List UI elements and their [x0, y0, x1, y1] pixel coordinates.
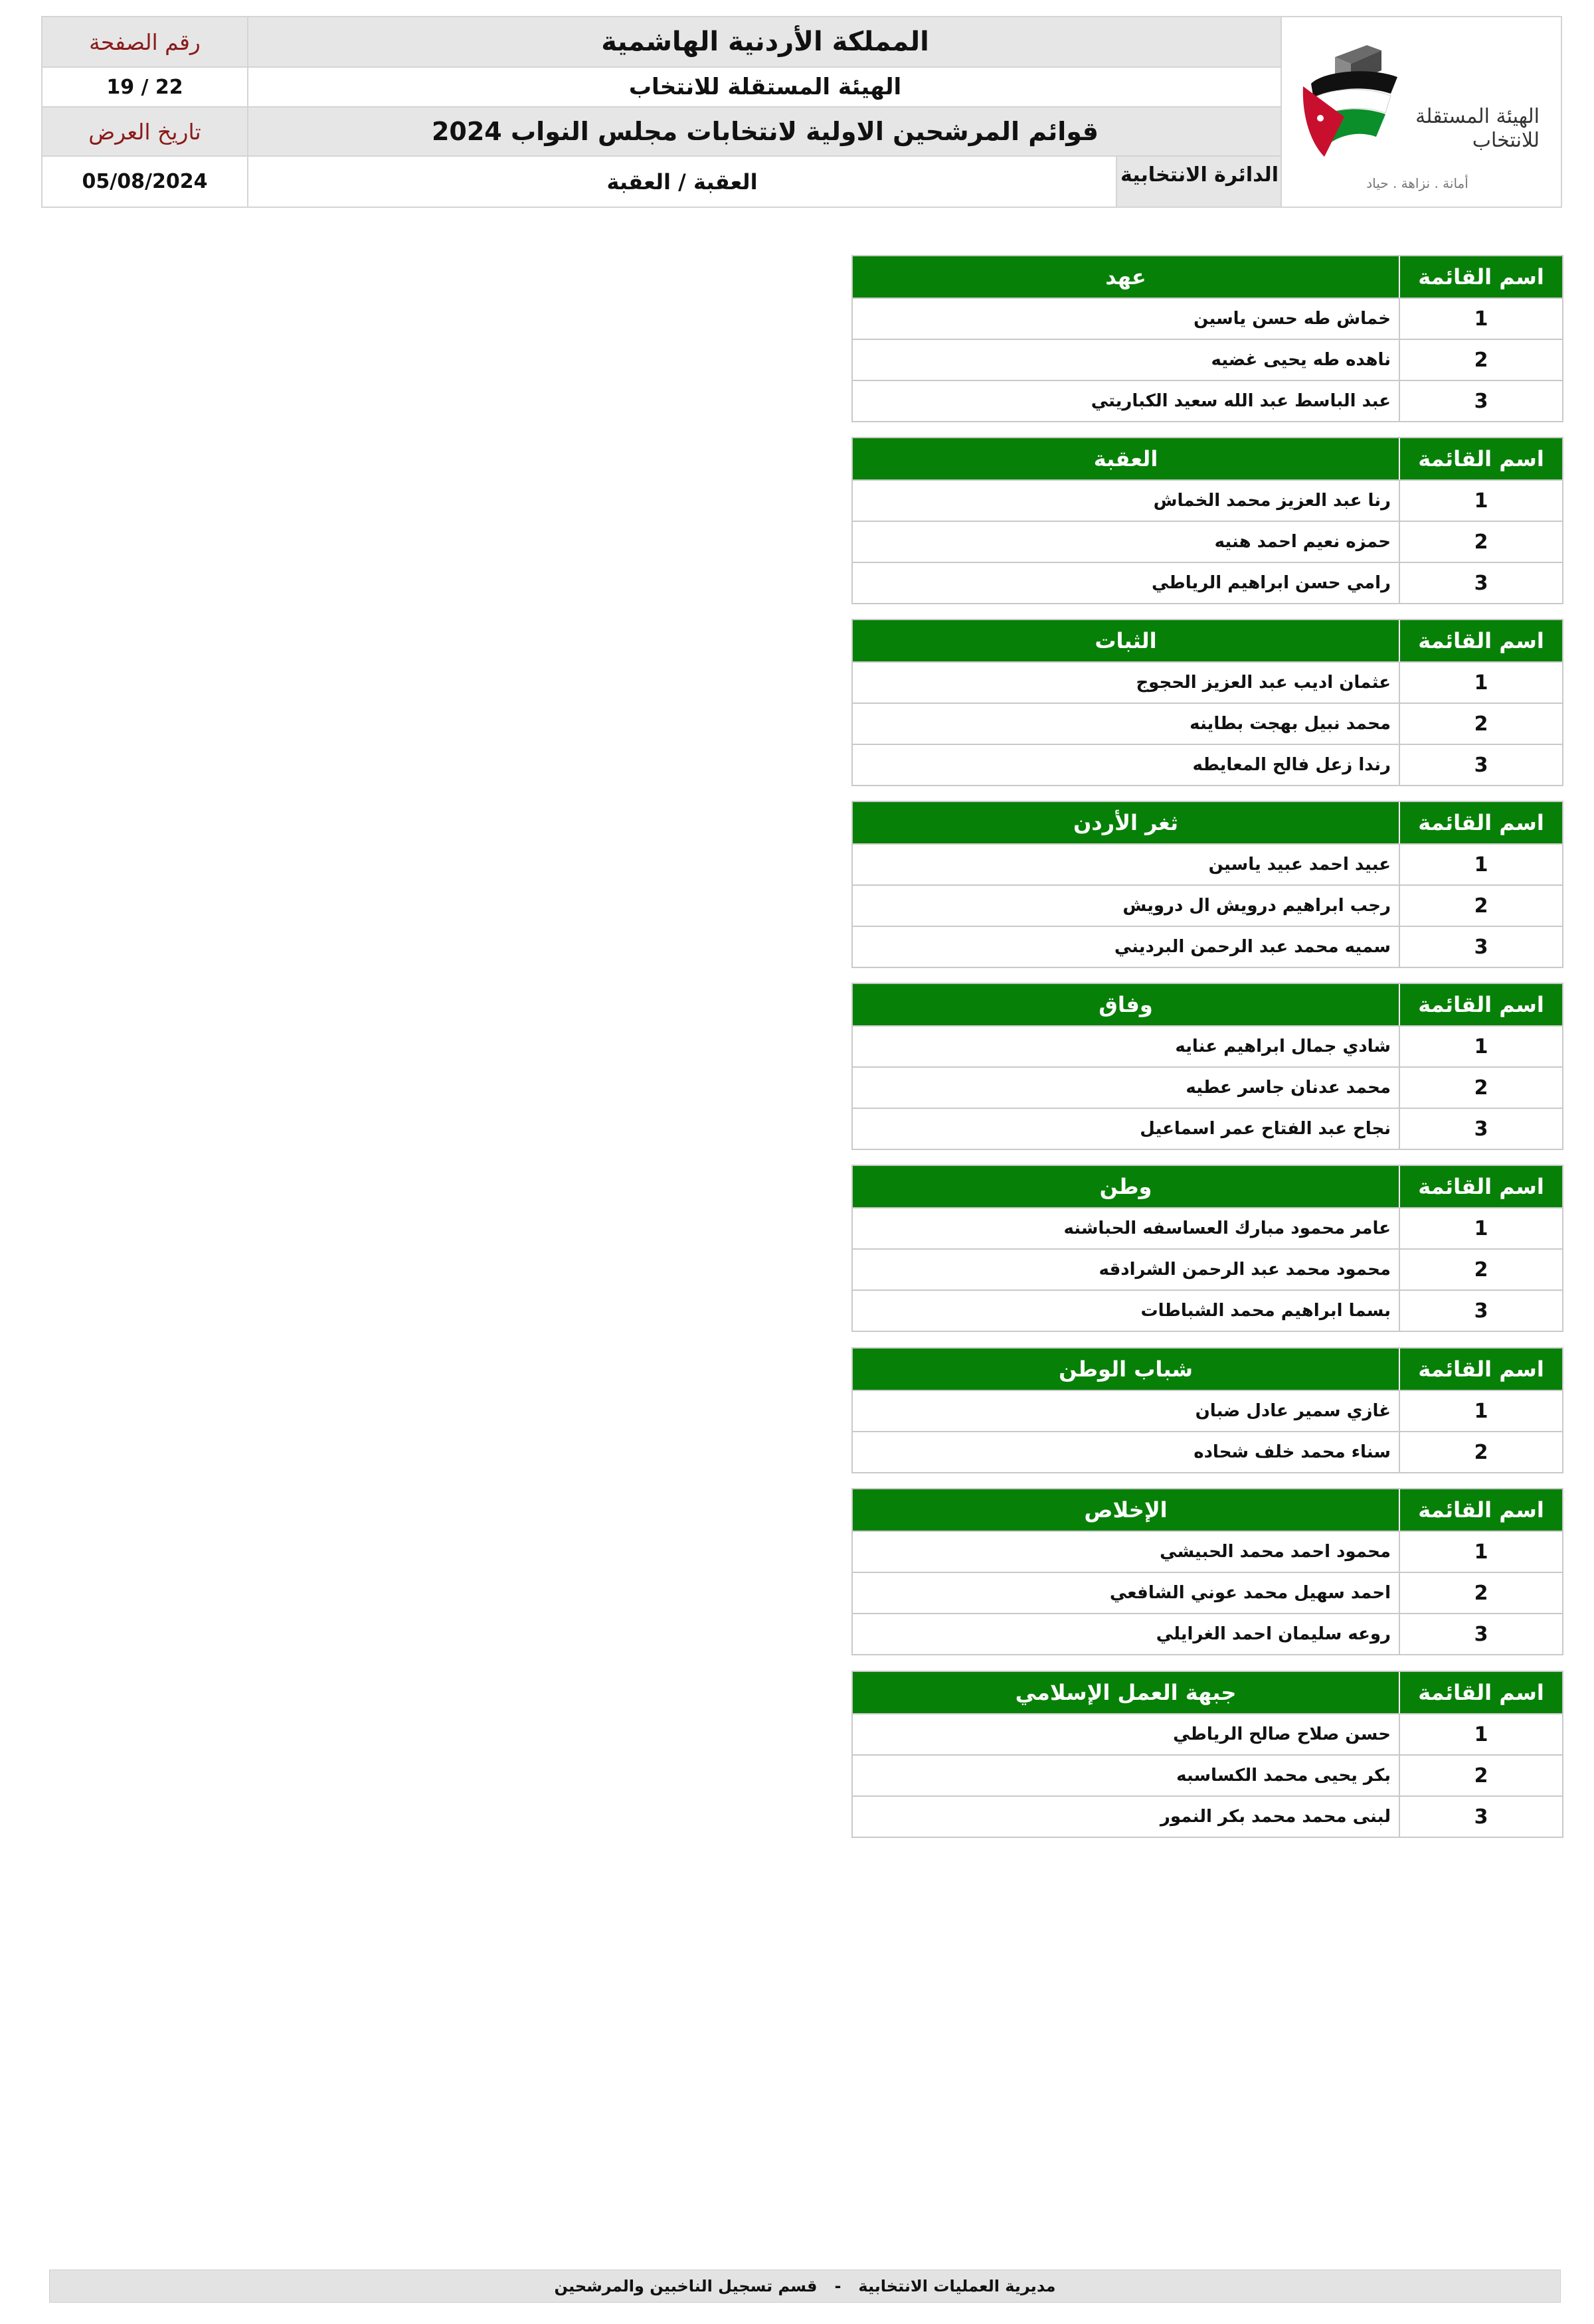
candidate-number: 1: [1399, 845, 1562, 884]
district-label: الدائرة الانتخابية: [1116, 157, 1282, 207]
page-number-label: رقم الصفحة: [43, 17, 247, 68]
logo-cell: [1281, 17, 1561, 207]
candidate-name: لبنى محمد محمد بكر النمور: [1160, 1807, 1391, 1827]
candidate-name: بكر يحيى محمد الكساسبه: [1176, 1766, 1391, 1785]
candidate-number: 3: [1399, 563, 1562, 603]
list-name: شباب الوطن: [1059, 1357, 1193, 1382]
list-name: جبهة العمل الإسلامي: [1015, 1680, 1237, 1705]
list-label: اسم القائمة: [1399, 1166, 1562, 1207]
candidate-row: [853, 744, 1562, 785]
candidate-name: احمد سهيل محمد عوني الشافعي: [1109, 1583, 1391, 1603]
list-header: [853, 984, 1562, 1025]
candidate-number: 2: [1399, 1250, 1562, 1289]
report-header: [41, 16, 1562, 208]
candidate-row: [853, 1713, 1562, 1754]
candidate-name: محمود احمد محمد الحبيشي: [1160, 1542, 1391, 1562]
page-info-block: [43, 17, 248, 207]
candidate-name: رندا زعل فالح المعايطه: [1192, 755, 1391, 775]
candidate-name: رنا عبد العزيز محمد الخماش: [1153, 491, 1391, 511]
candidate-number: 3: [1399, 1109, 1562, 1149]
list-name: عهد: [1105, 264, 1146, 290]
list-card: [851, 1488, 1563, 1655]
page-footer: [49, 2270, 1561, 2303]
list-label: اسم القائمة: [1399, 802, 1562, 843]
candidate-number: 1: [1399, 481, 1562, 521]
list-card: [851, 255, 1563, 422]
list-header: [853, 620, 1562, 661]
candidate-row: [853, 1572, 1562, 1613]
commission-title: الهيئة المستقلة للانتخاب: [248, 68, 1282, 108]
district-row: [248, 157, 1282, 207]
candidate-number: 3: [1399, 1797, 1562, 1837]
candidate-name: سميه محمد عبد الرحمن البرديني: [1114, 937, 1391, 957]
title-block: [248, 17, 1282, 207]
list-header: [853, 1349, 1562, 1390]
district-value: العقبة / العقبة: [606, 169, 758, 195]
candidate-name: روعه سليمان احمد الغرايلي: [1156, 1624, 1391, 1644]
candidate-name: بسما ابراهيم محمد الشباطات: [1140, 1301, 1391, 1321]
list-header: [853, 256, 1562, 297]
list-card: [851, 1671, 1563, 1838]
list-label: اسم القائمة: [1399, 256, 1562, 297]
candidate-name: شادي جمال ابراهيم عنايه: [1175, 1037, 1391, 1056]
candidate-number: 3: [1399, 745, 1562, 785]
candidate-name: نجاح عبد الفتاح عمر اسماعيل: [1140, 1119, 1391, 1139]
candidate-row: [853, 703, 1562, 744]
candidate-row: [853, 1531, 1562, 1572]
candidate-name: خماش طه حسن ياسين: [1194, 309, 1391, 329]
candidate-name: عامر محمود مبارك العساسفه الحباشنه: [1063, 1218, 1391, 1238]
list-label: اسم القائمة: [1399, 1489, 1562, 1531]
candidate-row: [853, 1108, 1562, 1149]
candidate-name: غازي سمير عادل ضبان: [1195, 1401, 1391, 1421]
list-header: [853, 438, 1562, 479]
candidate-name: حمزه نعيم احمد هنيه: [1214, 532, 1391, 552]
candidate-row: [853, 1613, 1562, 1654]
candidate-number: 1: [1399, 1208, 1562, 1248]
page-number-value: 19 / 22: [43, 68, 247, 108]
candidate-name: محمود محمد عبد الرحمن الشرادقه: [1099, 1260, 1391, 1280]
candidate-name: محمد نبيل بهجت بطاينه: [1190, 714, 1391, 734]
candidate-row: [853, 1390, 1562, 1431]
list-label: اسم القائمة: [1399, 1349, 1562, 1390]
list-card: [851, 801, 1563, 968]
candidate-number: 1: [1399, 663, 1562, 703]
candidate-number: 3: [1399, 927, 1562, 967]
candidate-number: 1: [1399, 1532, 1562, 1572]
candidate-number: 2: [1399, 704, 1562, 744]
candidate-row: [853, 339, 1562, 380]
candidate-row: [853, 843, 1562, 884]
candidate-row: [853, 926, 1562, 967]
candidate-row: [853, 297, 1562, 339]
candidate-number: 2: [1399, 522, 1562, 562]
list-card: [851, 1347, 1563, 1473]
candidate-row: [853, 380, 1562, 421]
candidate-number: 2: [1399, 886, 1562, 926]
candidate-number: 1: [1399, 1391, 1562, 1431]
candidate-name: حسن صلاح صالح الرياطي: [1173, 1724, 1391, 1744]
logo-name-line2: للانتخاب: [1472, 129, 1540, 152]
footer-separator: -: [834, 2277, 841, 2295]
candidate-row: [853, 1289, 1562, 1331]
candidate-number: 3: [1399, 1291, 1562, 1331]
list-name: وفاق: [1099, 992, 1153, 1017]
candidate-row: [853, 1795, 1562, 1837]
candidate-row: [853, 1431, 1562, 1472]
list-header: [853, 802, 1562, 843]
candidate-number: 1: [1399, 299, 1562, 339]
logo-motto: أمانة . نزاهة . حياد: [1366, 175, 1468, 191]
list-header: [853, 1489, 1562, 1531]
logo-text: [1393, 105, 1540, 153]
list-card: [851, 619, 1563, 786]
candidate-name: رجب ابراهيم درويش ال درويش: [1122, 896, 1391, 916]
candidate-row: [853, 1248, 1562, 1289]
candidate-row: [853, 1066, 1562, 1108]
list-label: اسم القائمة: [1399, 438, 1562, 479]
list-name: الثبات: [1095, 628, 1157, 653]
list-header: [853, 1672, 1562, 1713]
candidate-number: 3: [1399, 381, 1562, 421]
candidate-row: [853, 1207, 1562, 1248]
candidate-name: سناء محمد خلف شحاده: [1194, 1442, 1391, 1462]
candidate-number: 2: [1399, 1432, 1562, 1472]
candidate-name: محمد عدنان جاسر عطيه: [1186, 1078, 1391, 1098]
report-title: قوائم المرشحين الاولية لانتخابات مجلس النواب 2024: [248, 108, 1282, 157]
list-card: [851, 983, 1563, 1150]
candidate-name: رامي حسن ابراهيم الرياطي: [1152, 573, 1391, 593]
list-header: [853, 1166, 1562, 1207]
commission-logo: [1298, 31, 1545, 200]
candidate-name: عبد الباسط عبد الله سعيد الكباريتي: [1091, 391, 1391, 411]
list-name: ثغر الأردن: [1073, 810, 1179, 835]
candidate-name: عثمان اديب عبد العزيز الحجوج: [1136, 673, 1391, 693]
candidate-row: [853, 521, 1562, 562]
candidate-row: [853, 479, 1562, 521]
display-date-value: 05/08/2024: [82, 170, 208, 193]
candidate-number: 3: [1399, 1614, 1562, 1654]
candidate-row: [853, 884, 1562, 926]
list-name: وطن: [1099, 1174, 1152, 1199]
candidate-name: عبيد احمد عبيد ياسين: [1208, 855, 1391, 874]
candidate-name: ناهده طه يحيى غضيه: [1211, 350, 1391, 370]
candidate-row: [853, 1025, 1562, 1066]
candidate-number: 2: [1399, 1573, 1562, 1613]
list-label: اسم القائمة: [1399, 620, 1562, 661]
candidate-row: [853, 661, 1562, 703]
list-label: اسم القائمة: [1399, 984, 1562, 1025]
list-name: العقبة: [1093, 446, 1158, 471]
candidate-row: [853, 1754, 1562, 1795]
candidate-number: 2: [1399, 1068, 1562, 1108]
list-card: [851, 1165, 1563, 1332]
footer-section: قسم تسجيل الناخبين والمرشحين: [554, 2277, 818, 2295]
logo-name-line1: الهيئة المستقلة: [1415, 105, 1540, 128]
list-card: [851, 437, 1563, 604]
list-label: اسم القائمة: [1399, 1672, 1562, 1713]
list-name: الإخلاص: [1084, 1497, 1168, 1523]
candidate-number: 1: [1399, 1714, 1562, 1754]
candidate-number: 2: [1399, 1756, 1562, 1795]
display-date-label: تاريخ العرض: [43, 108, 247, 157]
country-title: المملكة الأردنية الهاشمية: [248, 17, 1282, 68]
candidate-row: [853, 562, 1562, 603]
candidate-number: 2: [1399, 340, 1562, 380]
candidate-number: 1: [1399, 1027, 1562, 1066]
footer-directorate: مديرية العمليات الانتخابية: [858, 2277, 1056, 2295]
